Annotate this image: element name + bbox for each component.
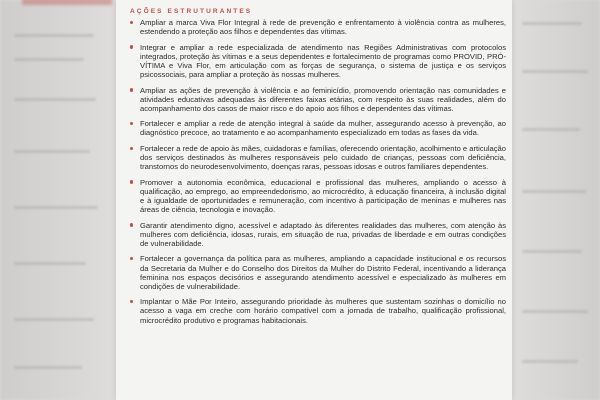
bullet-icon	[130, 300, 133, 303]
ghost-text-line	[14, 206, 98, 209]
action-item	[126, 297, 506, 324]
right-page-edge	[512, 0, 600, 400]
section-title: AÇÕES ESTRUTURANTES	[130, 8, 253, 15]
action-item-text: Implantar o Mãe Por Inteiro, assegurando prioridade às mulheres que sustentam sozinhas o domicílio no acesso a vaga em creche com horário compatível com a jornada de trabalho, qualificação profissional, microcrédito produtivo e programas habitacionais.	[140, 297, 506, 325]
action-item-text: Garantir atendimento digno, acessível e adaptado às diferentes realidades das mulheres, com atenção às mulheres com deficiência, idosas, rurais, em situação de rua, privadas de liberdade e em outras condições de vulnerabilidade.	[140, 220, 506, 248]
ghost-text-line	[522, 250, 582, 253]
ghost-text-line	[14, 34, 94, 37]
bullet-icon	[130, 21, 133, 24]
ghost-text-line	[522, 22, 582, 25]
bullet-icon	[130, 147, 133, 150]
action-item	[126, 144, 506, 171]
action-item-text: Integrar e ampliar a rede especializada de atendimento nas Regiões Administrativas com protocolos integrados, proteção às vítimas e a seus dependentes e fortalecimento de programas como PROVID, PRÓ-VÍTIMA e Viva Flor, em articulação com as forças de segurança, o sistema de justiça e os serviços psicossociais, para ampliar a proteção às nossas mulheres.	[140, 42, 506, 79]
ghost-text-line	[14, 262, 86, 265]
action-item-text: Fortalecer a governança da política para as mulheres, ampliando a capacidade institucional e os recursos da Secretaria da Mulher e do Conselho dos Direitos da Mulher do Distrito Federal, incentivando a liderança feminina nos espaços decisórios e assegurando atendimento acessível e especializado às mulheres em condições de vulnerabilidade.	[140, 254, 506, 291]
faded-heading-ghost	[22, 0, 112, 5]
action-item-text: Ampliar a marca Viva Flor Integral à rede de prevenção e enfrentamento à violência contra as mulheres, estendendo a proteção aos filhos e dependentes das vítimas.	[140, 18, 506, 37]
action-item-text: Ampliar as ações de prevenção à violência e ao feminicídio, promovendo orientação nas comunidades e atividades educativas adequadas às diferentes faixas etárias, com respeito às suas realidades, além do acompanhamento dos casos de maior risco e do apoio aos filhos e dependentes das vítimas.	[140, 85, 506, 113]
action-item	[126, 221, 506, 248]
action-item-text: Promover a autonomia econômica, educacional e profissional das mulheres, ampliando o acesso à qualificação, ao emprego, ao empreendedorismo, ao microcrédito, à educação financeira, à inclusão digital e à igualdade de oportunidades e remuneração, com incentivo à participação de meninas e mulheres nas áreas de ciência, tecnologia e inovação.	[140, 177, 506, 215]
ghost-text-line	[522, 128, 580, 131]
ghost-text-line	[14, 58, 84, 61]
document-page	[116, 0, 512, 400]
ghost-text-line	[522, 70, 588, 73]
ghost-text-line	[14, 98, 96, 101]
ghost-text-line	[14, 366, 82, 369]
bullet-icon	[130, 257, 133, 260]
action-item	[126, 86, 506, 113]
bullet-icon	[130, 88, 133, 91]
action-item-text: Fortalecer a rede de apoio às mães, cuidadoras e famílias, oferecendo orientação, acolhimento e articulação dos serviços destinados às mulheres responsáveis pelo cuidado de crianças, pessoas com deficiência, transtornos do neurodesenvolvimento, doenças raras, pessoas idosas e outros familiares dependentes.	[140, 144, 506, 172]
action-item	[126, 18, 506, 36]
ghost-text-line	[14, 150, 90, 153]
action-item-text: Fortalecer e ampliar a rede de atenção integral à saúde da mulher, assegurando acesso à prevenção, ao diagnóstico precoce, ao tratamento e ao acompanhamento especializado em todas as fases da vida.	[140, 119, 506, 138]
action-item	[126, 178, 506, 214]
action-item	[126, 43, 506, 79]
action-list	[126, 18, 506, 331]
action-item	[126, 119, 506, 137]
bullet-icon	[130, 122, 133, 125]
ghost-text-line	[522, 360, 578, 363]
bullet-icon	[130, 45, 133, 48]
action-item	[126, 254, 506, 290]
bullet-icon	[130, 223, 133, 226]
bullet-icon	[130, 180, 133, 183]
ghost-text-line	[14, 318, 94, 321]
ghost-text-line	[522, 190, 586, 193]
left-page-edge	[0, 0, 116, 400]
ghost-text-line	[522, 310, 588, 313]
